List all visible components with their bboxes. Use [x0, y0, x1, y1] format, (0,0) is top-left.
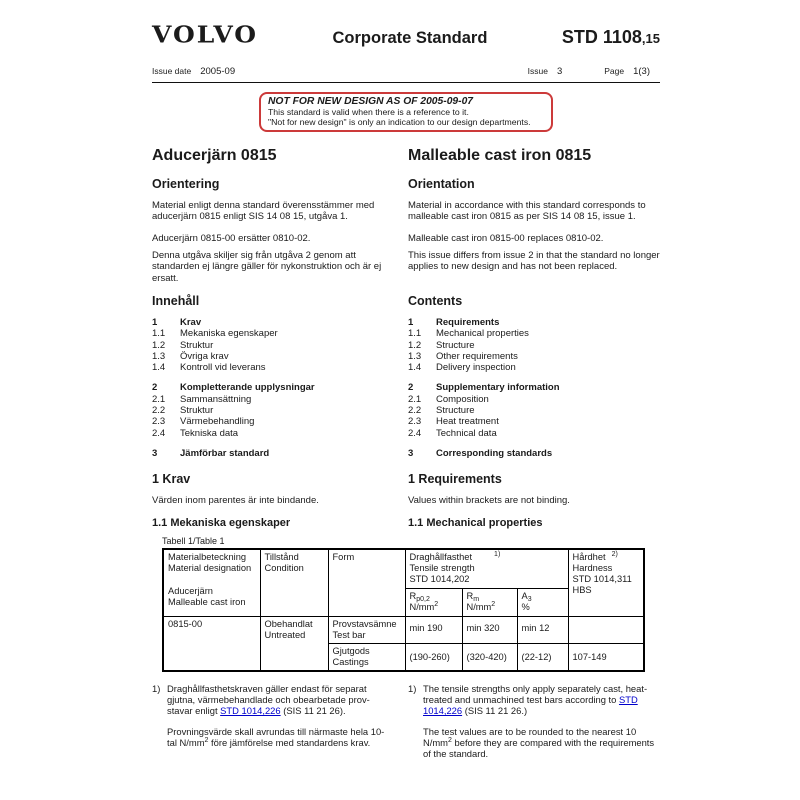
section-1-1-heading-sv: 1.1 Mekaniska egenskaper — [152, 516, 291, 529]
notice-line-1: This standard is valid when there is a reference to it. — [268, 107, 469, 117]
toc-item: 2.3 Heat treatment — [408, 416, 499, 428]
footnote-sv-paragraph-1: Draghållfasthetskraven gäller endast för separat gjutna, värmebehandlade och obearbetade prov-stavar enligt STD 1014,226 (SIS 11 21 26). — [167, 683, 370, 717]
footnote-en-paragraph-2: The test values are to be rounded to the nearest 10 $N/mm^2$ before they are compared with the requirements of the standard. — [423, 725, 655, 760]
paragraph-en-1: Material in accordance with this standard corresponds to malleable cast iron 0815 as per SIS 14 08 15, issue 1. — [408, 200, 646, 223]
issue-group — [528, 66, 563, 77]
toc-sv-group-2 — [152, 382, 394, 438]
page-label: Page — [604, 66, 625, 76]
footnote-marker-sv: 1) — [152, 683, 161, 695]
toc-item: 2.2 Structure — [408, 405, 475, 417]
toc-item: 1.1 Mekaniska egenskaper — [152, 328, 278, 340]
footnotes — [152, 683, 660, 768]
volvo-logo: VOLVO — [152, 21, 259, 48]
table-cell-form-testbar: Provstavsämne Test bar — [328, 617, 405, 644]
toc-item: 1.1 Mechanical properties — [408, 328, 529, 340]
toc-item: 2.2 Struktur — [152, 405, 214, 417]
notice-heading: NOT FOR NEW DESIGN AS OF 2005-09-07 — [268, 96, 474, 107]
contents-heading-en: Contents — [408, 293, 463, 308]
table-header-hardness: Hårdhet $^{2)}$ Hardness STD 1014,311 HBS — [568, 549, 644, 617]
orientation-heading-sv: Orientering — [152, 177, 220, 192]
standard-number-suffix: ,15 — [641, 31, 660, 46]
toc-item: 2.3 Värmebehandling — [152, 416, 255, 428]
paragraph-sv-2: Aducerjärn 0815-00 ersätter 0810-02. — [152, 232, 311, 244]
toc-item: 2 Kompletterande upplysningar — [152, 382, 315, 394]
table-cell-hardness-row2: 107-149 — [568, 644, 644, 672]
toc-en-group-1 — [408, 317, 660, 373]
std-1014-226-link-sv[interactable]: STD 1014,226 — [220, 705, 281, 717]
table-subheader-rm: $R_m$ $N/mm^2$ — [462, 589, 517, 617]
footnote-en — [408, 683, 660, 768]
toc-en-group-3 — [408, 448, 660, 459]
table-cell-a3-row2: (22-12) — [517, 644, 568, 672]
table-caption: Tabell 1/Table 1 — [162, 535, 225, 546]
footnote-en-paragraph-1: The tensile strengths only apply separately cast, heat-treated and unmachined test bars according to STD 1014,226 (SIS 11 21 26.) — [423, 683, 648, 717]
toc-sv-group-1 — [152, 317, 394, 373]
paragraph-en-3: This issue differs from issue 2 in that the standard no longer applies to new design and has not been replaced. — [408, 250, 660, 273]
standard-number-main: STD 1108 — [561, 27, 642, 47]
footnote-ref-1: 1) — [494, 550, 501, 558]
footnote-body-sv — [167, 683, 394, 768]
table-header-material: Materialbeteckning Material designation Aducerjärn Malleable cast iron — [163, 549, 260, 617]
footnote-sv — [152, 683, 394, 768]
not-for-new-design-notice — [259, 92, 553, 132]
footnote-sv-paragraph-2: Provningsvärde skall avrundas till närmaste hela 10-tal $N/mm^2$ före jämförelse med standardens krav. — [167, 725, 385, 748]
toc-item: 2.4 Technical data — [408, 427, 497, 439]
table-cell-form-castings: Gjutgods Castings — [328, 644, 405, 672]
table-subheader-a3: $A_3$ % — [517, 589, 568, 617]
table-header-form: Form — [328, 549, 405, 617]
table-cell-hardness-row1 — [568, 617, 644, 644]
std-1014-226-link-en[interactable]: STD 1014,226 — [423, 694, 638, 717]
page-value: 1(3) — [633, 66, 650, 77]
toc-item: 2.4 Tekniska data — [152, 427, 239, 439]
toc-item: 1.2 Struktur — [152, 339, 214, 351]
toc-item: 1 Krav — [152, 316, 202, 328]
footnote-marker-en: 1) — [408, 683, 417, 695]
page-group — [604, 66, 650, 77]
toc-item: 3 Jämförbar standard — [152, 447, 270, 459]
issue-label: Issue — [527, 66, 548, 76]
document-header — [152, 20, 660, 49]
footnote-body-en — [423, 683, 660, 768]
table-cell-a3-row1: min 12 — [517, 617, 568, 644]
section-1-heading-en: 1 Requirements — [408, 472, 502, 487]
toc-sv-group-3 — [152, 448, 394, 459]
header-divider — [152, 82, 660, 83]
toc-item: 1 Requirements — [408, 316, 500, 328]
paragraph-en-2: Malleable cast iron 0815-00 replaces 0810-02. — [408, 232, 604, 244]
section-1-text-en: Values within brackets are not binding. — [408, 495, 570, 507]
section-1-text-sv: Värden inom parentes är inte bindande. — [152, 495, 319, 507]
table-cell-condition: Obehandlat Untreated — [260, 617, 328, 672]
toc-item: 3 Corresponding standards — [408, 447, 553, 459]
bilingual-columns — [152, 147, 660, 533]
document-page — [152, 0, 660, 768]
toc-item: 1.3 Övriga krav — [152, 350, 229, 362]
paragraph-sv-1: Material enligt denna standard överensstämmer med aducerjärn 0815 enligt SIS 14 08 15, utgåva 1. — [152, 200, 375, 223]
section-1-heading-sv: 1 Krav — [152, 472, 191, 487]
title-english: Malleable cast iron 0815 — [408, 147, 592, 165]
issue-date-value: 2005-09 — [200, 66, 236, 77]
table-cell-designation: 0815-00 — [163, 617, 260, 672]
issue-date-label: Issue date — [152, 66, 192, 76]
toc-item: 1.2 Structure — [408, 339, 475, 351]
document-type-title: Corporate Standard — [332, 29, 488, 47]
toc-item: 2.1 Composition — [408, 393, 489, 405]
toc-item: 1.3 Other requirements — [408, 350, 518, 362]
standard-number — [562, 27, 660, 48]
footnote-ref-2: 2) — [611, 550, 618, 558]
issue-info-row — [152, 66, 660, 77]
table-header-tensile-strength: Draghållfasthet $^{1)}$ Tensile strength STD 1014,202 — [405, 549, 568, 589]
paragraph-sv-3: Denna utgåva skiljer sig från utgåva 2 genom att standarden ej längre gäller för nykonstruktion och är ej ersatt. — [152, 250, 382, 284]
toc-item: 2.1 Sammansättning — [152, 393, 252, 405]
table-subheader-rp02: $R_{p0,2}$ $N/mm^2$ — [405, 589, 462, 617]
notice-line-2: "Not for new design" is only an indication to our design departments. — [268, 116, 531, 127]
section-1-1-heading-en: 1.1 Mechanical properties — [408, 516, 543, 529]
toc-item: 1.4 Kontroll vid leverans — [152, 362, 266, 374]
title-swedish: Aducerjärn 0815 — [152, 147, 277, 165]
orientation-heading-en: Orientation — [408, 177, 475, 192]
table-cell-rm-row1: min 320 — [462, 617, 517, 644]
issue-value: 3 — [556, 66, 563, 77]
toc-item: 1.4 Delivery inspection — [408, 362, 516, 374]
table-cell-rp-row1: min 190 — [405, 617, 462, 644]
table-header-condition: Tillstånd Condition — [260, 549, 328, 617]
toc-item: 2 Supplementary information — [408, 382, 560, 394]
contents-heading-sv: Innehåll — [152, 293, 200, 308]
table-cell-rm-row2: (320-420) — [462, 644, 517, 672]
table-cell-rp-row2: (190-260) — [405, 644, 462, 672]
mechanical-properties-table — [162, 548, 645, 673]
toc-en-group-2 — [408, 382, 660, 438]
